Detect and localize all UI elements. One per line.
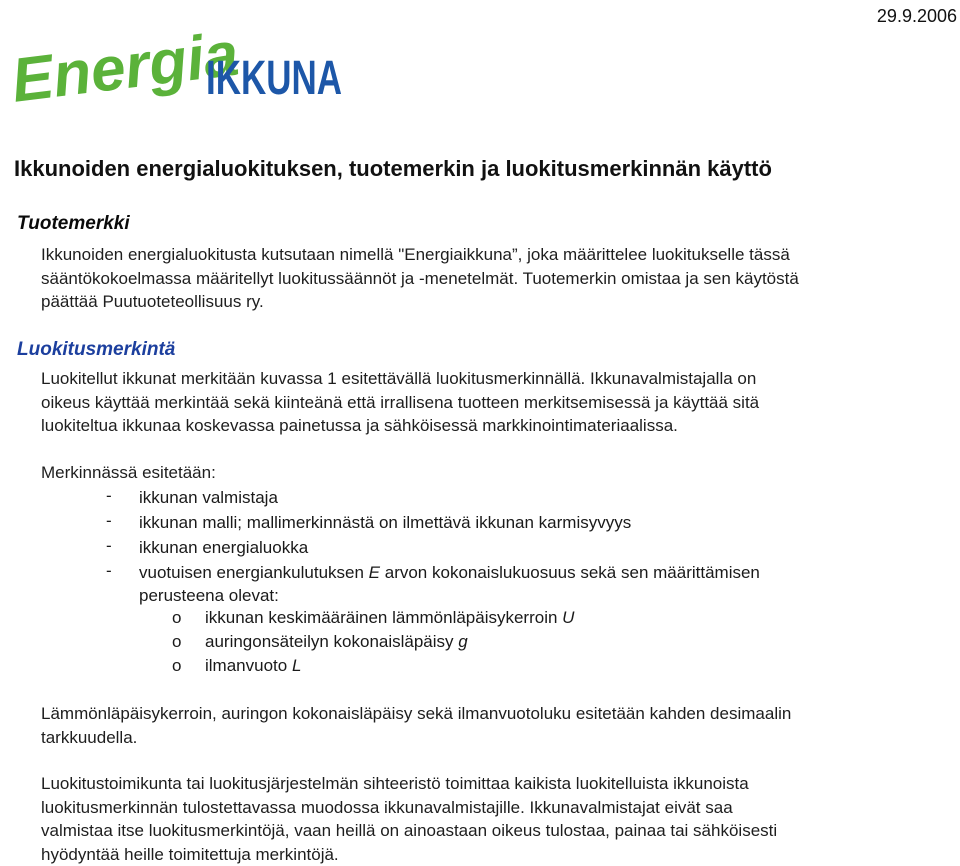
sub-list-item [205,656,301,676]
heading-tuotemerkki: Tuotemerkki [17,213,130,235]
text-line: luokitusmerkinnän tulostettavassa muodossa ikkunavalmistajille. Ikkunavalmistajat eivät saa [41,796,956,820]
document-date: 29.9.2006 [877,6,957,27]
text-line: Luokitellut ikkunat merkitään kuvassa 1 esitettävällä luokitusmerkinnällä. Ikkunavalmistajalla on [41,367,956,391]
variable-u: U [562,608,574,627]
logo-ikkuna-text: IKKUNA [206,52,342,105]
list-dash: - [106,511,112,531]
sub-item-text: ikkunan keskimääräinen lämmönläpäisykerroin [205,608,562,627]
energiaikkuna-logo [10,4,350,108]
text-line: hyödyntää heille toimitettuja merkintöjä. [41,843,956,866]
list-item: ikkunan malli; mallimerkinnästä on ilmettävä ikkunan karmisyvyys [139,511,631,535]
sub-bullet: o [172,632,181,652]
sub-list-item [205,632,468,652]
sub-bullet: o [172,656,181,676]
list-item-continuation: perusteena olevat: [139,584,279,608]
paragraph-tuotemerkki [41,243,956,314]
text-line: Ikkunoiden energialuokitusta kutsutaan nimellä "Energiaikkuna”, joka määrittelee luokitukselle tässä [41,243,956,267]
variable-e: E [369,563,380,582]
paragraph-delivery [41,772,956,866]
text-line: päättää Puutuoteteollisuus ry. [41,290,956,314]
sub-item-text: ilmanvuoto [205,656,292,675]
text-line: sääntökokoelmassa määritellyt luokitussäännöt ja -menetelmät. Tuotemerkin omistaa ja sen käytöstä [41,267,956,291]
text-line: valmistaa itse luokitusmerkintöjä, vaan heillä on ainoastaan oikeus tulostaa, painaa tai sähköisesti [41,819,956,843]
text-line: oikeus käyttää merkintää sekä kiinteänä että irrallisena tuotteen merkitsemisessä ja käyttää sitä [41,391,956,415]
list-item [139,561,760,585]
text-line: luokiteltua ikkunaa koskevassa painetussa ja sähköisessä markkinointimateriaalissa. [41,414,956,438]
text-line: Luokitustoimikunta tai luokitusjärjestelmän sihteeristö toimittaa kaikista luokitelluista ikkunoista [41,772,956,796]
heading-luokitusmerkinta: Luokitusmerkintä [17,339,175,361]
variable-l: L [292,656,301,675]
text-line: tarkkuudella. [41,726,956,750]
list-dash: - [106,561,112,581]
list-item: ikkunan energialuokka [139,536,308,560]
list-item-text: vuotuisen energiankulutuksen [139,563,369,582]
logo-energia-text: Energia [8,20,242,116]
sub-bullet: o [172,608,181,628]
list-intro: Merkinnässä esitetään: [41,461,956,485]
variable-g: g [458,632,467,651]
list-item-text: arvon kokonaislukuosuus sekä sen määrittämisen [380,563,760,582]
text-line: Lämmönläpäisykerroin, auringon kokonaisläpäisy sekä ilmanvuotoluku esitetään kahden desimaalin [41,702,956,726]
sub-list-item [205,608,574,628]
list-dash: - [106,536,112,556]
list-dash: - [106,486,112,506]
paragraph-precision [41,702,956,749]
list-item: ikkunan valmistaja [139,486,278,510]
page-title: Ikkunoiden energialuokituksen, tuotemerkin ja luokitusmerkinnän käyttö [14,156,772,182]
paragraph-luokitusmerkinta [41,367,956,438]
sub-item-text: auringonsäteilyn kokonaisläpäisy [205,632,458,651]
